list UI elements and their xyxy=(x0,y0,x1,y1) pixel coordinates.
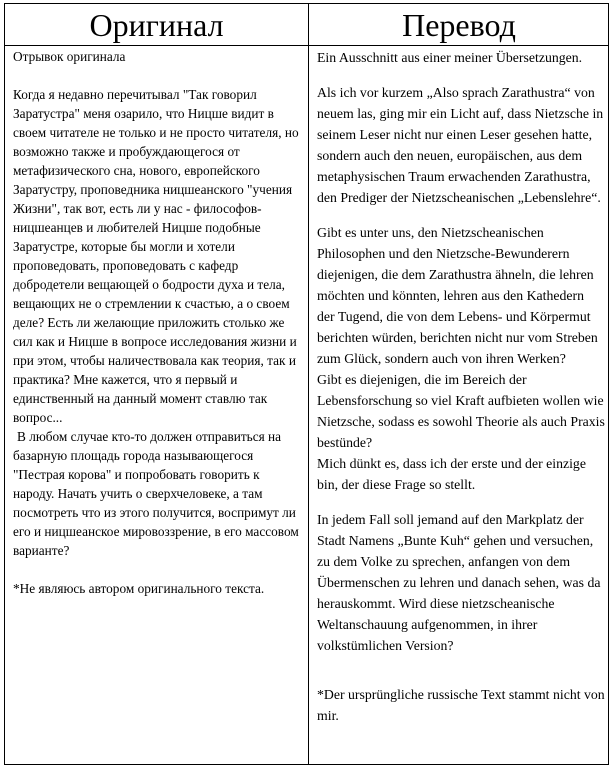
original-paragraph-1: Когда я недавно перечитывал "Так говорил Заратустра" меня озарило, что Ницше видит в своем читателе не только и не просто читателя, но возможно также и пробуждающегося от метафизического сна, нового, европейского Заратустру, проповедника ницшеанского "учения Жизни", так вот, есть ли у нас - философов-ницшеанцев и любителей Ницше подобные Заратустре, которые бы могли и хотели проповедовать, проповедовать с кафедр добродетели вещающей о бодрости духа и тела, вещающих не о стремлении к счастью, а о своем деле? Есть ли желающие приложить столько же сил как и Ницше в вопросе исследования жизни и при этом, чтобы наличествовала как теория, так и практика? Мне кажется, что я первый и единственный на данный момент ставлю так вопрос... xyxy=(13,87,299,425)
translation-paragraph-1: Als ich vor kurzem „Also sprach Zarathustra“ von neuem las, ging mir ein Licht auf, dass Nietzsche in seinem Leser nicht nur einen Leser gesehen hatte, sondern auch den neuen, europäischen, aus dem metaphysischen Traum erwachenden Zarathustra, den Prediger der Nietzscheanischen „Lebenslehre“. xyxy=(317,85,604,205)
translation-footnote: *Der ursprüngliche russische Text stammt nicht von mir. xyxy=(317,687,605,723)
translation-table xyxy=(4,3,609,765)
original-paragraph-2: В любом случае кто-то должен отправиться на базарную площадь города называющегося "Пестрая корова" и попробовать говорить к народу. Начать учить о сверхчеловеке, а там посмотреть что из этого получится, воспримут ли его и ницшеанское мировоззрение, в его массовом варианте? xyxy=(13,429,299,558)
original-footnote: *Не являюсь автором оригинального текста. xyxy=(13,581,265,596)
original-intro: Отрывок оригинала xyxy=(13,49,126,64)
translation-paragraph-2: Gibt es unter uns, den Nietzscheanischen Philosophen und den Nietzsche-Bewunderern diejenigen, die dem Zarathustra ähneln, die lehren möchten und könnten, lehren aus den Kathedern der Tugend, die von dem Lebens- und Körpermut berichten würden, berichten nicht nur vom Streben zum Glück, sondern auch von ihren Werken? xyxy=(317,225,598,366)
translation-paragraph-5: In jedem Fall soll jemand auf den Markplatz der Stadt Namens „Bunte Kuh“ gehen und versuchen, zu dem Volke zu sprechen, anfangen von dem Übermenschen zu lehren und danach sehen, was da herauskommt. Wird diese nietzscheanische Weltanschauung aufgenommen, in ihrer volkstümlichen Version? xyxy=(317,512,601,653)
translation-paragraph-4: Mich dünkt es, dass ich der erste und der einzige bin, der diese Frage so stellt. xyxy=(317,456,586,492)
translation-paragraph-3: Gibt es diejenigen, die im Bereich der Lebensforschung so viel Kraft aufbieten wollen wie Nietzsche, sodass es sowohl Theorie als auch Praxis bestünde? xyxy=(317,372,605,450)
column-divider xyxy=(308,4,309,764)
header-translation: Перевод xyxy=(402,7,516,43)
translation-intro: Ein Ausschnitt aus einer meiner Übersetzungen. xyxy=(317,50,583,65)
header-original: Оригинал xyxy=(89,7,224,43)
original-text-cell xyxy=(13,47,304,598)
translation-text-cell xyxy=(317,47,605,726)
